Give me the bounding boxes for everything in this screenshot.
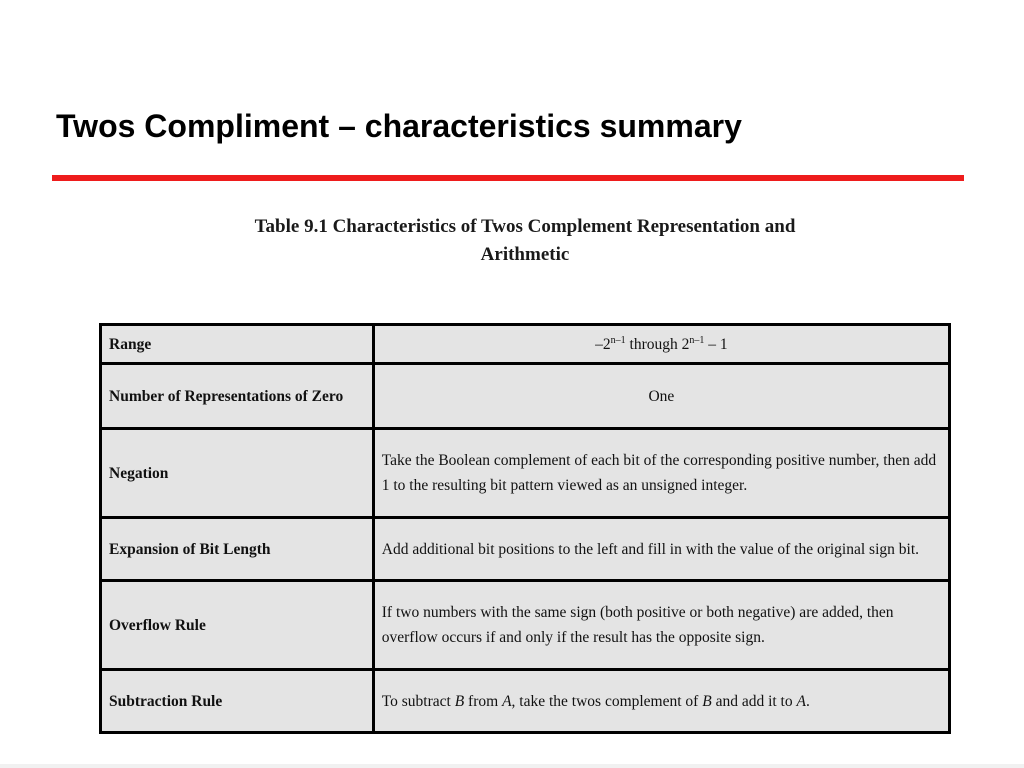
row-label-overflow: Overflow Rule [101, 581, 374, 670]
subtraction-part: from [464, 692, 503, 710]
row-value-zero-representations: One [373, 364, 949, 429]
table-row [101, 581, 950, 670]
row-label-subtraction: Subtraction Rule [101, 670, 374, 733]
row-value-range [373, 325, 949, 364]
slide-title: Twos Compliment – characteristics summary [56, 108, 742, 144]
subtraction-part: To subtract [381, 692, 455, 710]
footer-divider [0, 764, 1024, 768]
row-label-expansion: Expansion of Bit Length [101, 518, 374, 581]
range-part: – 1 [704, 335, 728, 353]
table-caption [120, 213, 930, 269]
subtraction-part: . [805, 692, 810, 710]
row-value-negation: Take the Boolean complement of each bit of the corresponding positive number, then add 1 to the resulting bit pattern viewed as an unsigned integer. [373, 429, 949, 518]
row-value-overflow: If two numbers with the same sign (both positive or both negative) are added, then overflow occurs if and only if the result has the opposite sign. [373, 581, 949, 670]
table-row [101, 364, 950, 429]
range-part: through 2 [625, 335, 690, 353]
table-row [101, 670, 950, 733]
table-caption-line-1: Table 9.1 Characteristics of Twos Complement Representation and [254, 216, 796, 237]
range-exponent: n–1 [689, 334, 705, 346]
variable-b: B [454, 692, 465, 710]
row-value-expansion: Add additional bit positions to the left and fill in with the value of the original sign bit. [373, 518, 949, 581]
variable-a: A [796, 692, 806, 710]
title-divider [52, 175, 964, 181]
range-exponent: n–1 [610, 334, 626, 346]
variable-a: A [502, 692, 512, 710]
row-label-range: Range [101, 325, 374, 364]
row-label-zero-representations: Number of Representations of Zero [101, 364, 374, 429]
table-caption-line-2: Arithmetic [480, 244, 570, 265]
row-label-negation: Negation [101, 429, 374, 518]
row-value-subtraction [373, 670, 949, 733]
variable-b: B [702, 692, 712, 710]
table-row [101, 429, 950, 518]
table-row [101, 518, 950, 581]
range-part: –2 [595, 335, 611, 353]
subtraction-part: , take the twos complement of [511, 692, 703, 710]
table-row [101, 325, 950, 364]
characteristics-table [99, 323, 951, 734]
subtraction-part: and add it to [711, 692, 797, 710]
